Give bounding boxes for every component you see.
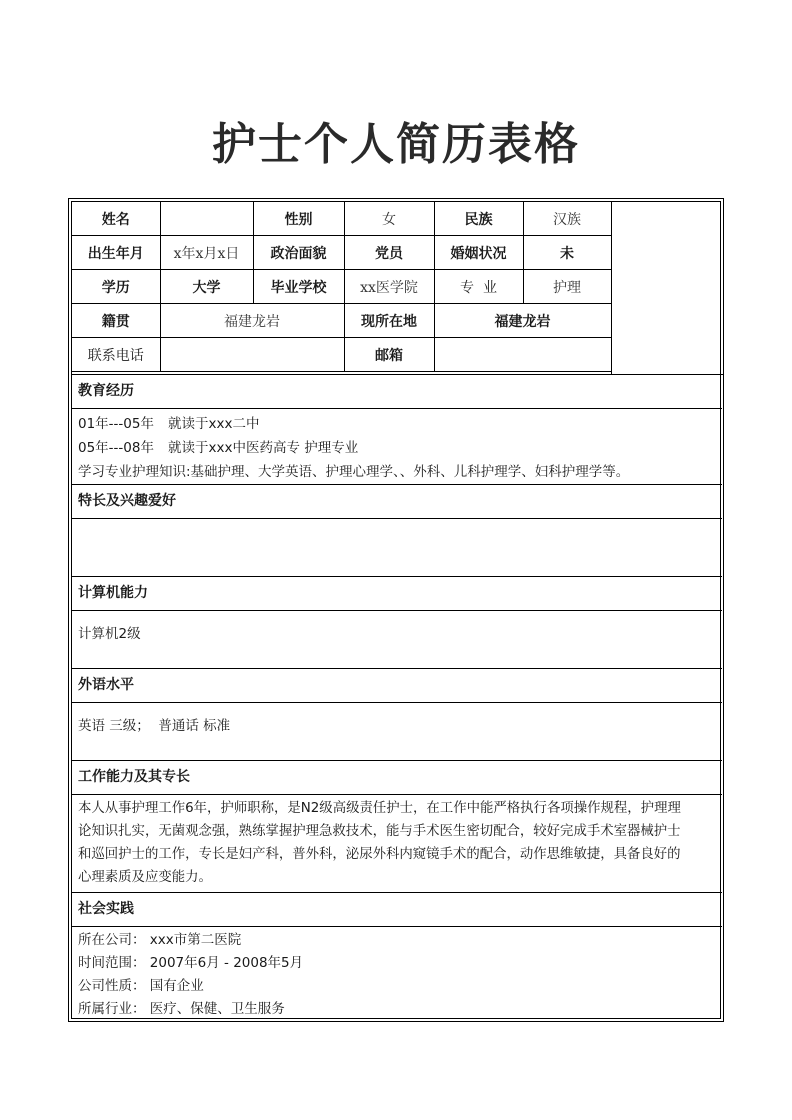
work-ability-line: 和巡回护士的工作，专长是妇产科，普外科，泌尿外科内窥镜手术的配合，动作思维敏捷，具备良好的 <box>78 847 681 862</box>
phone-label: 联系电话 <box>72 338 160 372</box>
language-heading: 外语水平 <box>78 677 134 693</box>
birth-label: 出生年月 <box>72 236 160 270</box>
major-value[interactable]: 护理 <box>523 270 611 304</box>
major-label: 专 业 <box>434 270 523 304</box>
page-title: 护士个人简历表格 <box>212 119 580 170</box>
education-section <box>72 374 722 408</box>
ethnicity-value[interactable]: 汉族 <box>523 202 611 236</box>
education-value[interactable]: 大学 <box>160 270 253 304</box>
residence-label: 现所在地 <box>344 304 434 338</box>
email-value[interactable] <box>434 338 611 372</box>
computer-body <box>72 610 722 668</box>
name-value[interactable] <box>160 202 253 236</box>
education-heading: 教育经历 <box>78 383 134 399</box>
work-ability-line: 本人从事护理工作6年，护师职称，是N2级高级责任护士，在工作中能严格执行各项操作规程，护理理 <box>78 801 681 816</box>
social-line: 所属行业： 医疗、保健、卫生服务 <box>78 1001 285 1017</box>
work-ability-line: 论知识扎实，无菌观念强，熟练掌握护理急救技术，能与手术医生密切配合，较好完成手术室器械护士 <box>78 824 681 839</box>
work-ability-section <box>72 760 722 794</box>
language-body <box>72 702 722 760</box>
birth-value[interactable]: x年x月x日 <box>160 236 253 270</box>
education-body <box>72 408 722 484</box>
computer-section <box>72 576 722 610</box>
marital-value[interactable]: 未 <box>523 236 611 270</box>
work-ability-heading: 工作能力及其专长 <box>78 769 190 785</box>
marital-label: 婚姻状况 <box>434 236 523 270</box>
social-line: 时间范围： 2007年6月 - 2008年5月 <box>78 955 304 971</box>
name-label: 姓名 <box>72 202 160 236</box>
political-value[interactable]: 党员 <box>344 236 434 270</box>
political-label: 政治面貌 <box>253 236 344 270</box>
residence-value[interactable]: 福建龙岩 <box>434 304 611 338</box>
email-label: 邮箱 <box>344 338 434 372</box>
ethnicity-label: 民族 <box>434 202 523 236</box>
work-ability-body <box>72 794 722 892</box>
education-entry: 01年---05年 就读于xxx二中 <box>78 416 260 432</box>
basic-info-table <box>72 202 612 372</box>
education-knowledge: 学习专业护理知识:基础护理、大学英语、护理心理学、、外科、儿科护理学、妇科护理学等。 <box>78 464 630 480</box>
origin-label: 籍贯 <box>72 304 160 338</box>
education-entry: 05年---08年 就读于xxx中医药高专 护理专业 <box>78 440 359 456</box>
computer-heading: 计算机能力 <box>78 585 148 601</box>
school-label: 毕业学校 <box>253 270 344 304</box>
origin-value[interactable]: 福建龙岩 <box>160 304 344 338</box>
resume-table <box>71 201 721 1019</box>
phone-value[interactable] <box>160 338 344 372</box>
hobbies-body[interactable] <box>72 518 722 576</box>
hobbies-section <box>72 484 722 518</box>
social-line: 所在公司： xxx市第二医院 <box>78 932 242 948</box>
resume-frame <box>68 198 724 1022</box>
photo-area[interactable] <box>611 202 723 375</box>
gender-value[interactable]: 女 <box>344 202 434 236</box>
social-line: 公司性质： 国有企业 <box>78 978 204 994</box>
language-text: 英语 三级； 普通话 标准 <box>78 718 231 734</box>
computer-text: 计算机2级 <box>78 626 141 642</box>
language-section <box>72 668 722 702</box>
social-section <box>72 892 722 926</box>
social-body <box>72 926 722 1020</box>
hobbies-heading: 特长及兴趣爱好 <box>78 493 176 509</box>
work-ability-line: 心理素质及应变能力。 <box>78 870 212 885</box>
school-value[interactable]: xx医学院 <box>344 270 434 304</box>
gender-label: 性别 <box>253 202 344 236</box>
education-label: 学历 <box>72 270 160 304</box>
social-heading: 社会实践 <box>78 901 134 917</box>
